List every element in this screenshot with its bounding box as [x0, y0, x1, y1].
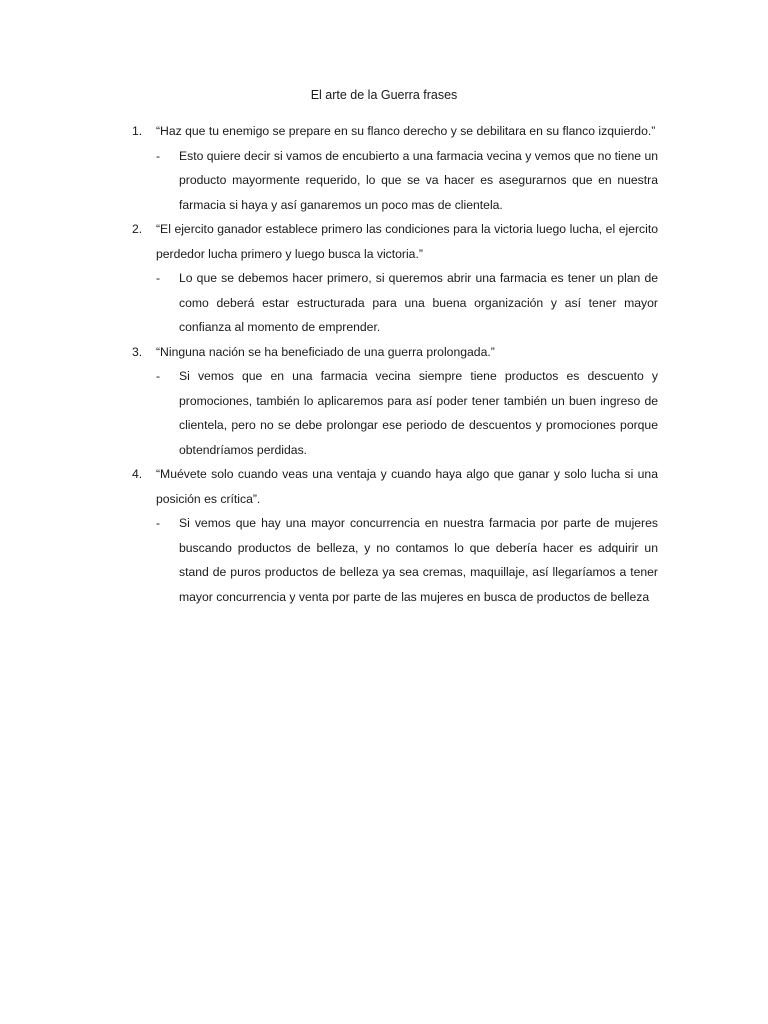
quote-text: “Haz que tu enemigo se prepare en su flanco derecho y se debilitara en su flanco izquierdo.” [156, 124, 656, 138]
explanation-item [132, 364, 658, 462]
dash-bullet: - [156, 271, 161, 285]
list-item [132, 340, 658, 463]
list-item [132, 119, 658, 217]
quote-text: “El ejercito ganador establece primero las condiciones para la victoria luego lucha, el ejercito perdedor lucha primero y luego busca la victoria.” [156, 222, 658, 261]
quote-text: “Ninguna nación se ha beneficiado de una guerra prolongada.” [156, 344, 495, 359]
quote-text: “Muévete solo cuando veas una ventaja y cuando haya algo que ganar y solo lucha si una posición es crítica”. [156, 467, 658, 506]
list-item [132, 217, 658, 340]
item-number: 1. [132, 124, 143, 138]
explanation-item [132, 511, 658, 609]
document-title: El arte de la Guerra frases [310, 88, 458, 102]
item-number: 2. [132, 222, 143, 236]
item-number: 4. [132, 467, 143, 481]
list-item [132, 462, 658, 609]
dash-bullet: - [156, 516, 161, 530]
explanation-text: Si vemos que hay una mayor concurrencia en nuestra farmacia por parte de mujeres buscando productos de belleza, y no contamos lo que debería hacer es adquirir un stand de puros productos de belleza ya sea cremas, maquillaje, así llegaríamos a tener mayor concurrencia y venta por parte de las mujeres en busca de productos de belleza [179, 516, 658, 604]
explanation-text: Lo que se debemos hacer primero, si queremos abrir una farmacia es tener un plan de como deberá estar estructurada para una buena organización y así tener mayor confianza al momento de emprender. [179, 271, 658, 334]
dash-bullet: - [156, 148, 161, 163]
dash-bullet: - [156, 369, 161, 383]
explanation-text: Si vemos que en una farmacia vecina siempre tiene productos es descuento y promociones, también lo aplicaremos para así poder tener también un buen ingreso de clientela, pero no se debe prolongar ese periodo de descuentos y promociones porque obtendríamos perdidas. [179, 369, 658, 457]
explanation-item [132, 266, 658, 340]
item-number: 3. [132, 344, 143, 359]
explanation-item [132, 144, 658, 218]
explanation-text: Esto quiere decir si vamos de encubierto a una farmacia vecina y vemos que no tiene un producto mayormente requerido, lo que se va hacer es asegurarnos que en nuestra farmacia si haya y así ganaremos un poco mas de clientela. [179, 148, 658, 212]
phrase-list [132, 119, 658, 609]
